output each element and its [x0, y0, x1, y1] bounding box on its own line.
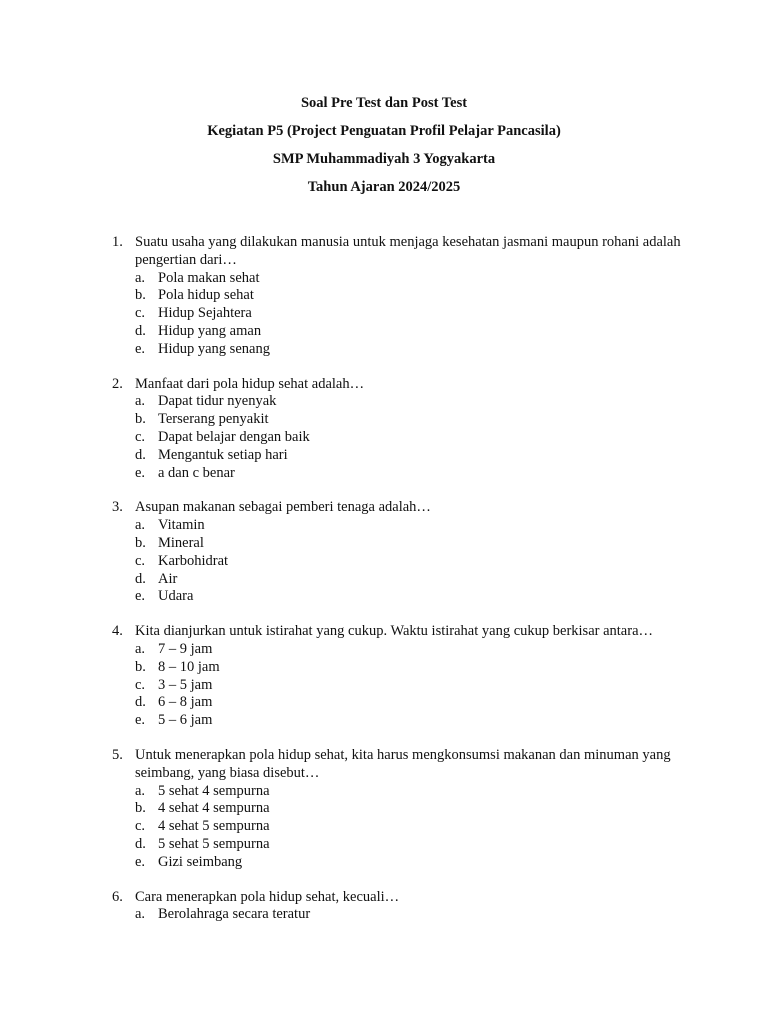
option-item — [135, 588, 692, 606]
question-4 — [112, 623, 692, 730]
option-item — [135, 411, 692, 429]
option-text: Pola hidup sehat — [158, 287, 254, 304]
option-letter: b. — [135, 658, 146, 675]
option-letter: b. — [135, 287, 146, 304]
option-item — [135, 712, 692, 730]
question-1 — [112, 234, 692, 359]
option-letter: d. — [135, 446, 146, 463]
option-letter: d. — [135, 570, 146, 587]
option-text: Mengantuk setiap hari — [158, 446, 288, 463]
option-item — [135, 323, 692, 341]
option-text: Gizi seimbang — [158, 853, 243, 870]
question-5 — [112, 747, 692, 872]
academic-year: Tahun Ajaran 2024/2025 — [307, 179, 461, 195]
option-list — [135, 906, 692, 924]
option-item — [135, 305, 692, 323]
option-item — [135, 677, 692, 695]
activity-title: Kegiatan P5 (Project Penguatan Profil Pelajar Pancasila) — [207, 123, 561, 139]
question-text: Kita dianjurkan untuk istirahat yang cukup. Waktu istirahat yang cukup berkisar antara… — [135, 623, 653, 640]
option-letter: e. — [135, 853, 146, 870]
question-text: Manfaat dari pola hidup sehat adalah… — [135, 375, 365, 392]
question-text: Asupan makanan sebagai pemberi tenaga adalah… — [135, 499, 431, 516]
option-letter: d. — [135, 322, 146, 339]
option-text: 8 – 10 jam — [158, 658, 220, 675]
option-text: Pola makan sehat — [158, 269, 260, 286]
option-item — [135, 836, 692, 854]
option-letter: b. — [135, 534, 146, 551]
option-text: Air — [158, 570, 178, 587]
option-item — [135, 553, 692, 571]
option-letter: c. — [135, 676, 146, 693]
option-letter: a. — [135, 393, 146, 410]
option-list — [135, 783, 692, 872]
option-item — [135, 535, 692, 553]
option-letter: e. — [135, 712, 146, 729]
option-item — [135, 659, 692, 677]
question-3 — [112, 499, 692, 606]
option-item — [135, 429, 692, 447]
option-item — [135, 393, 692, 411]
question-number: 5. — [112, 746, 123, 763]
option-text: Hidup yang senang — [158, 340, 270, 357]
question-6 — [112, 889, 692, 925]
option-list — [135, 393, 692, 482]
option-text: 7 – 9 jam — [158, 640, 213, 657]
option-text: 4 sehat 4 sempurna — [158, 800, 270, 817]
question-number: 2. — [112, 375, 123, 392]
option-text: Karbohidrat — [158, 552, 229, 569]
option-text: 5 sehat 4 sempurna — [158, 782, 270, 799]
option-item — [135, 571, 692, 589]
option-item — [135, 694, 692, 712]
option-letter: d. — [135, 694, 146, 711]
option-letter: e. — [135, 340, 146, 357]
option-item — [135, 906, 692, 924]
option-list — [135, 641, 692, 730]
option-letter: b. — [135, 411, 146, 428]
option-item — [135, 641, 692, 659]
option-item — [135, 800, 692, 818]
option-text: 5 sehat 5 sempurna — [158, 835, 270, 852]
option-text: Berolahraga secara teratur — [158, 906, 311, 923]
document-header — [0, 93, 768, 205]
question-list — [112, 234, 692, 941]
question-number: 6. — [112, 888, 123, 905]
option-item — [135, 818, 692, 836]
option-text: 5 – 6 jam — [158, 712, 213, 729]
option-text: Vitamin — [158, 517, 205, 534]
option-item — [135, 287, 692, 305]
option-text: 4 sehat 5 sempurna — [158, 818, 270, 835]
option-letter: a. — [135, 269, 146, 286]
option-list — [135, 270, 692, 359]
question-number: 1. — [112, 234, 123, 250]
option-letter: b. — [135, 800, 146, 817]
option-item — [135, 783, 692, 801]
option-text: Dapat belajar dengan baik — [158, 428, 310, 445]
question-2 — [112, 376, 692, 483]
option-list — [135, 517, 692, 606]
option-letter: e. — [135, 588, 146, 605]
option-letter: a. — [135, 782, 146, 799]
option-item — [135, 465, 692, 483]
option-item — [135, 517, 692, 535]
question-text: Untuk menerapkan pola hidup sehat, kita harus mengkonsumsi makanan dan minuman yang seimbang, yang biasa disebut… — [135, 746, 671, 781]
option-text: Mineral — [158, 534, 204, 551]
option-letter: a. — [135, 640, 146, 657]
option-text: Hidup Sejahtera — [158, 305, 252, 322]
option-letter: d. — [135, 835, 146, 852]
option-item — [135, 854, 692, 872]
option-letter: c. — [135, 305, 146, 322]
option-text: 3 – 5 jam — [158, 676, 213, 693]
option-letter: c. — [135, 818, 146, 835]
option-text: 6 – 8 jam — [158, 694, 213, 711]
option-letter: c. — [135, 428, 146, 445]
option-letter: a. — [135, 517, 146, 534]
option-text: Udara — [158, 588, 194, 605]
option-text: Hidup yang aman — [158, 322, 262, 339]
option-item — [135, 341, 692, 359]
option-letter: a. — [135, 906, 146, 923]
option-text: a dan c benar — [158, 464, 235, 481]
question-number: 3. — [112, 499, 123, 516]
option-text: Dapat tidur nyenyak — [158, 393, 277, 410]
question-number: 4. — [112, 623, 123, 640]
option-letter: c. — [135, 552, 146, 569]
question-text: Suatu usaha yang dilakukan manusia untuk menjaga kesehatan jasmani maupun rohani adalah pengertian dari… — [135, 234, 681, 268]
question-text: Cara menerapkan pola hidup sehat, kecuali… — [135, 888, 400, 905]
option-letter: e. — [135, 464, 146, 481]
option-item — [135, 270, 692, 288]
option-item — [135, 447, 692, 465]
school-name: SMP Muhammadiyah 3 Yogyakarta — [272, 151, 496, 167]
option-text: Terserang penyakit — [158, 411, 269, 428]
document-title: Soal Pre Test dan Post Test — [300, 95, 468, 111]
